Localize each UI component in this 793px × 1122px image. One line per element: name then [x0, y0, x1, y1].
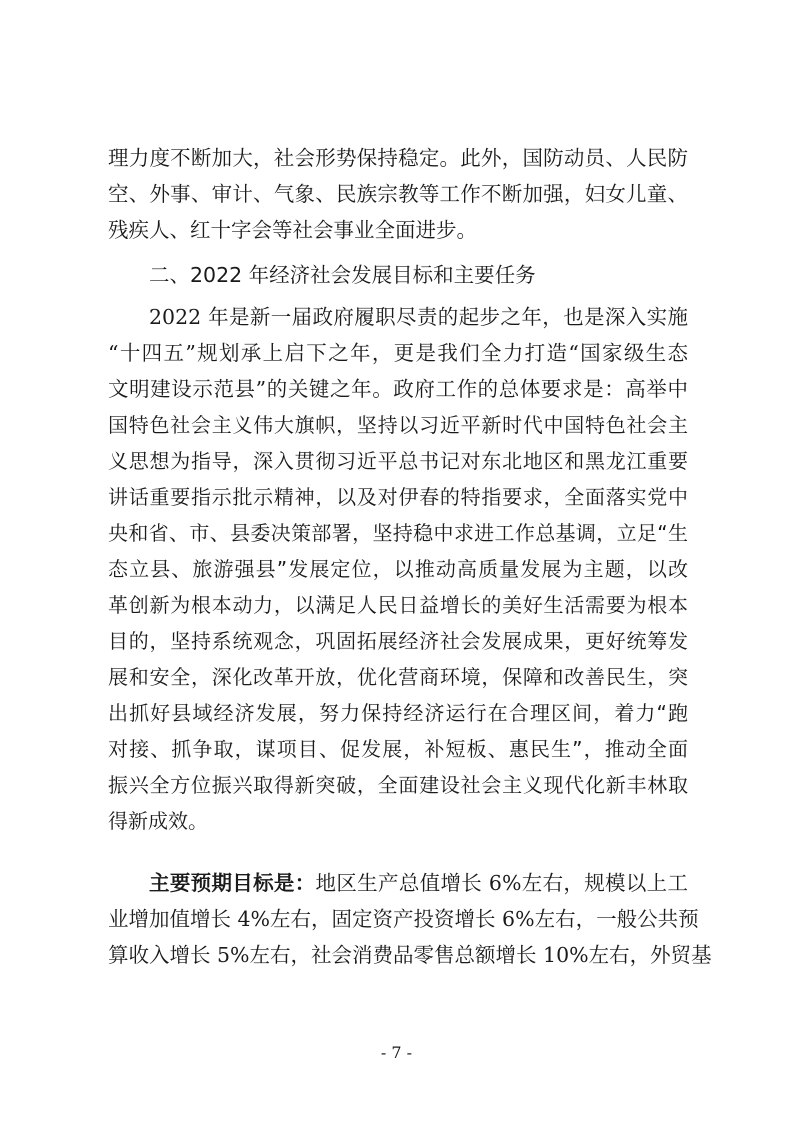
page-number: - 7 -: [380, 1043, 413, 1062]
text-line: 义思想为指导，深入贯彻习近平总书记对东北地区和黑龙江重要: [108, 449, 688, 473]
text-line: 残疾人、红十字会等社会事业全面进步。: [108, 218, 477, 242]
text-line: 业增加值增长 4%左右，固定资产投资增长 6%左右，一般公共预: [108, 907, 699, 931]
text-line: 得新成效。: [108, 809, 208, 833]
text-line: 国特色社会主义伟大旗帜，坚持以习近平新时代中国特色社会主: [108, 413, 688, 437]
text-line: 革创新为根本动力，以满足人民日益增长的美好生活需要为根本: [108, 593, 688, 617]
paragraph-social-progress: [108, 140, 688, 248]
text-line: 出抓好县域经济发展，努力保持经济运行在合理区间，着力“跑: [108, 701, 688, 725]
text-line: 讲话重要指示批示精神，以及对伊春的特指要求，全面落实党中: [108, 485, 688, 509]
targets-lead: 主要预期目标是：: [149, 871, 316, 895]
text-line: 2022 年是新一届政府履职尽责的起步之年，也是深入实施: [149, 305, 688, 329]
text-line: “十四五”规划承上启下之年，更是我们全力打造“国家级生态: [108, 341, 688, 365]
text-line: [108, 865, 688, 901]
section-heading-block: [108, 257, 688, 293]
text-line: 算收入增长 5%左右，社会消费品零售总额增长 10%左右，外贸基: [108, 943, 712, 967]
text-line: 空、外事、审计、气象、民族宗教等工作不断加强，妇女儿童、: [108, 182, 688, 206]
paragraph-general-requirements: [108, 299, 688, 839]
section-heading: 二、2022 年经济社会发展目标和主要任务: [149, 263, 536, 287]
text-line: 目的，坚持系统观念，巩固拓展经济社会发展成果，更好统筹发: [108, 629, 688, 653]
text-line: 振兴全方位振兴取得新突破，全面建设社会主义现代化新丰林取: [108, 773, 688, 797]
text-line: 文明建设示范县”的关键之年。政府工作的总体要求是：高举中: [108, 377, 688, 401]
text-line: 理力度不断加大，社会形势保持稳定。此外，国防动员、人民防: [108, 146, 688, 170]
paragraph-expected-targets: [108, 865, 712, 973]
text-line: 对接、抓争取，谋项目、促发展，补短板、惠民生”，推动全面: [108, 737, 688, 761]
text-line: 展和安全，深化改革开放，优化营商环境，保障和改善民生，突: [108, 665, 688, 689]
targets-first-line-text: 地区生产总值增长 6%左右，规模以上工: [315, 871, 688, 895]
text-line: 态立县、旅游强县”发展定位，以推动高质量发展为主题，以改: [108, 557, 688, 581]
text-line: 央和省、市、县委决策部署，坚持稳中求进工作总基调，立足“生: [108, 521, 688, 545]
